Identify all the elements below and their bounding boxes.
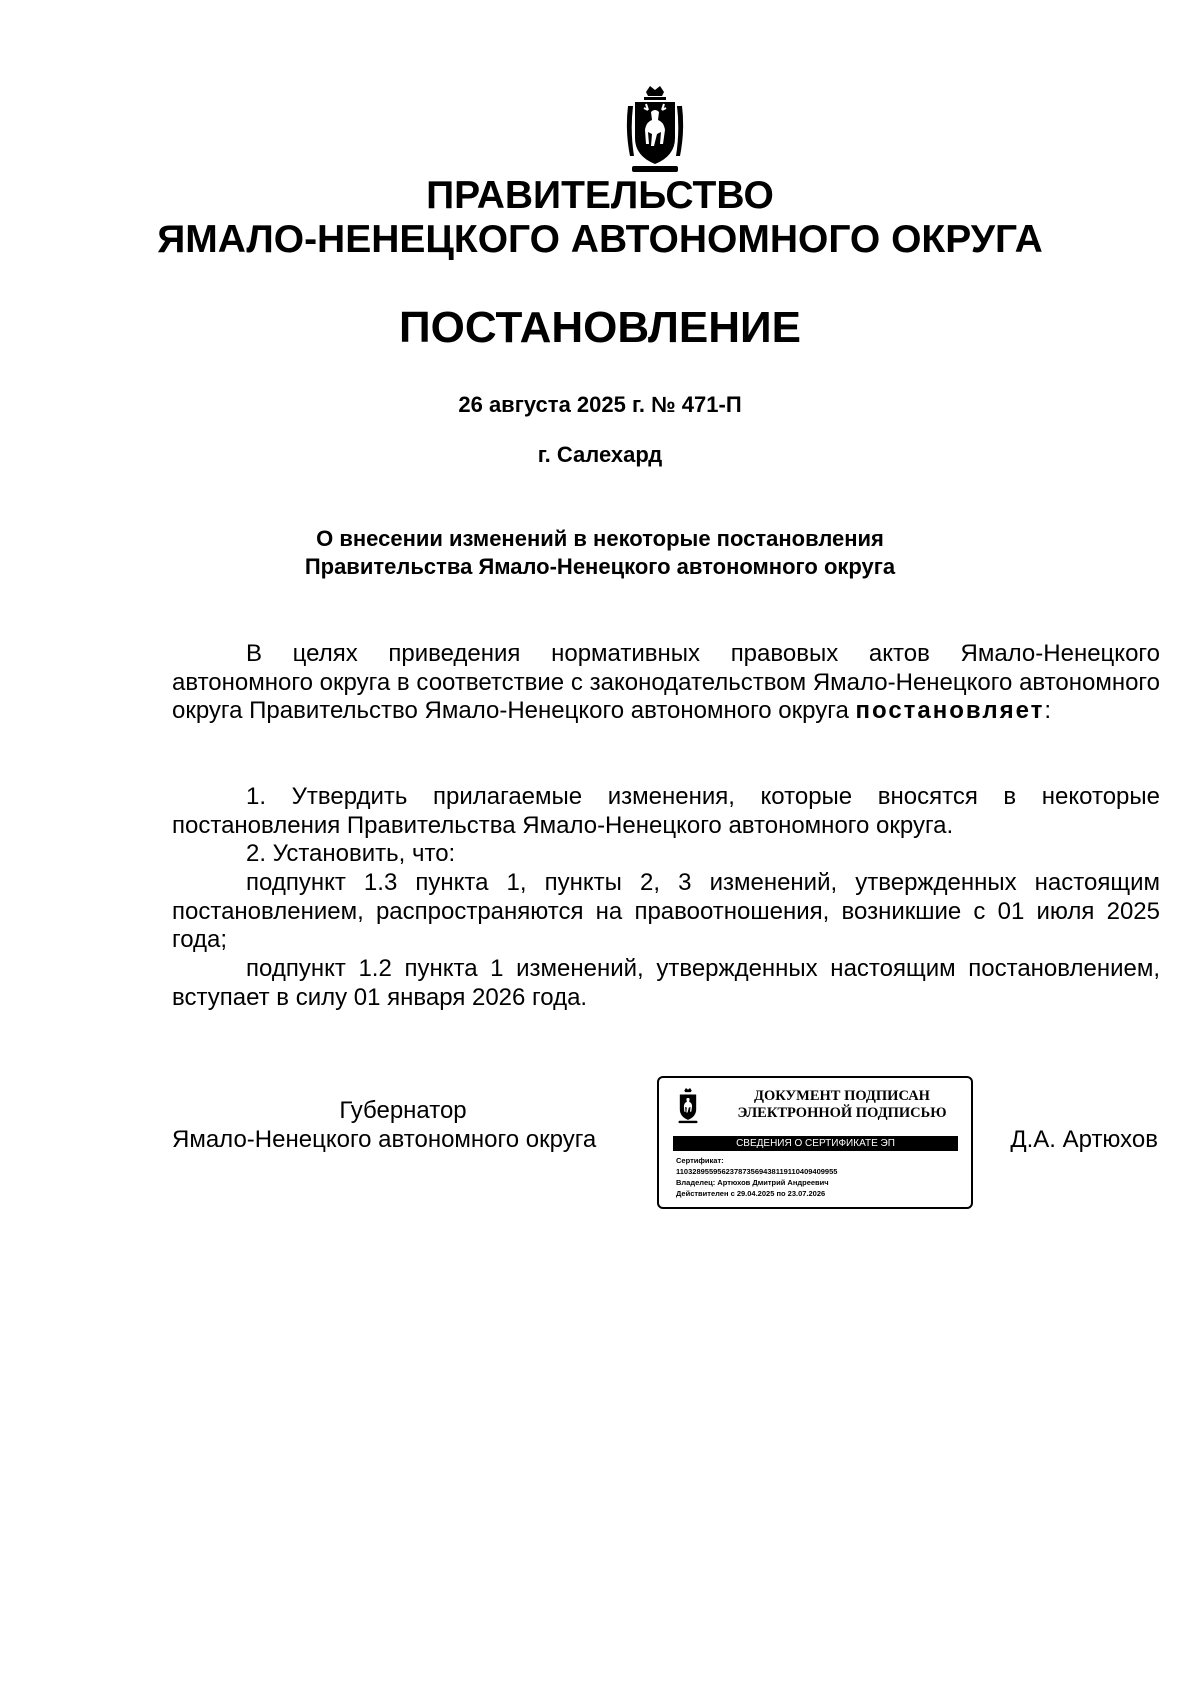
- electronic-signature-stamp: [657, 1076, 973, 1209]
- stamp-validity: Действителен с 29.04.2025 по 23.07.2026: [676, 1189, 826, 1198]
- decree-word: постановляет: [855, 697, 1045, 725]
- stamp-cert-number: 110328955956237873569438119110409409955: [676, 1167, 838, 1176]
- stamp-heading2: ЭЛЕКТРОННОЙ ПОДПИСЬЮ: [737, 1105, 947, 1121]
- preamble-paragraph: [172, 640, 1160, 726]
- subject-line2: Правительства Ямало-Ненецкого автономного округа: [304, 554, 896, 579]
- org-name-line1: ПРАВИТЕЛЬСТВО: [426, 174, 774, 217]
- decree-colon: :: [1044, 697, 1052, 725]
- coat-of-arms-icon: [624, 86, 686, 174]
- item-1: 1. Утвердить прилагаемые изменения, которые вносятся в некоторые постановления Правительства Ямало-Ненецкого автономного округа.: [172, 783, 1160, 839]
- subitem-1: подпункт 1.3 пункта 1, пункты 2, 3 изменений, утвержденных настоящим постановлением, распространяются на правоотношения, возникшие с 01 июля 2025 года;: [172, 869, 1160, 954]
- signer-position-line2: Ямало-Ненецкого автономного округа: [172, 1126, 597, 1153]
- stamp-coat-of-arms-icon: [675, 1088, 701, 1124]
- document-type: ПОСТАНОВЛЕНИЕ: [398, 303, 802, 352]
- subitem-2: подпункт 1.2 пункта 1 изменений, утвержденных настоящим постановлением, вступает в силу 01 января 2026 года.: [172, 955, 1160, 1011]
- preamble-text: В целях приведения нормативных правовых актов Ямало-Ненецкого автономного округа в соответствие с законодательством Ямало-Ненецкого автономного округа Правительство Ямало-Ненецкого автономного округа: [172, 640, 1160, 725]
- subject-line1: О внесении изменений в некоторые постановления: [316, 526, 884, 551]
- city: г. Салехард: [537, 442, 663, 467]
- signer-position-line1: Губернатор: [339, 1097, 467, 1124]
- stamp-certificate-bar: СВЕДЕНИЯ О СЕРТИФИКАТЕ ЭП: [673, 1136, 958, 1151]
- stamp-owner: Владелец: Артюхов Дмитрий Андреевич: [676, 1178, 829, 1187]
- stamp-cert-label: Сертификат:: [676, 1156, 724, 1165]
- signer-name: Д.А. Артюхов: [1010, 1126, 1158, 1153]
- item-2: 2. Установить, что:: [246, 840, 456, 867]
- stamp-heading1: ДОКУМЕНТ ПОДПИСАН: [754, 1088, 930, 1104]
- date-and-number: 26 августа 2025 г. № 471-П: [458, 392, 742, 417]
- org-name-line2: ЯМАЛО-НЕНЕЦКОГО АВТОНОМНОГО ОКРУГА: [157, 218, 1043, 261]
